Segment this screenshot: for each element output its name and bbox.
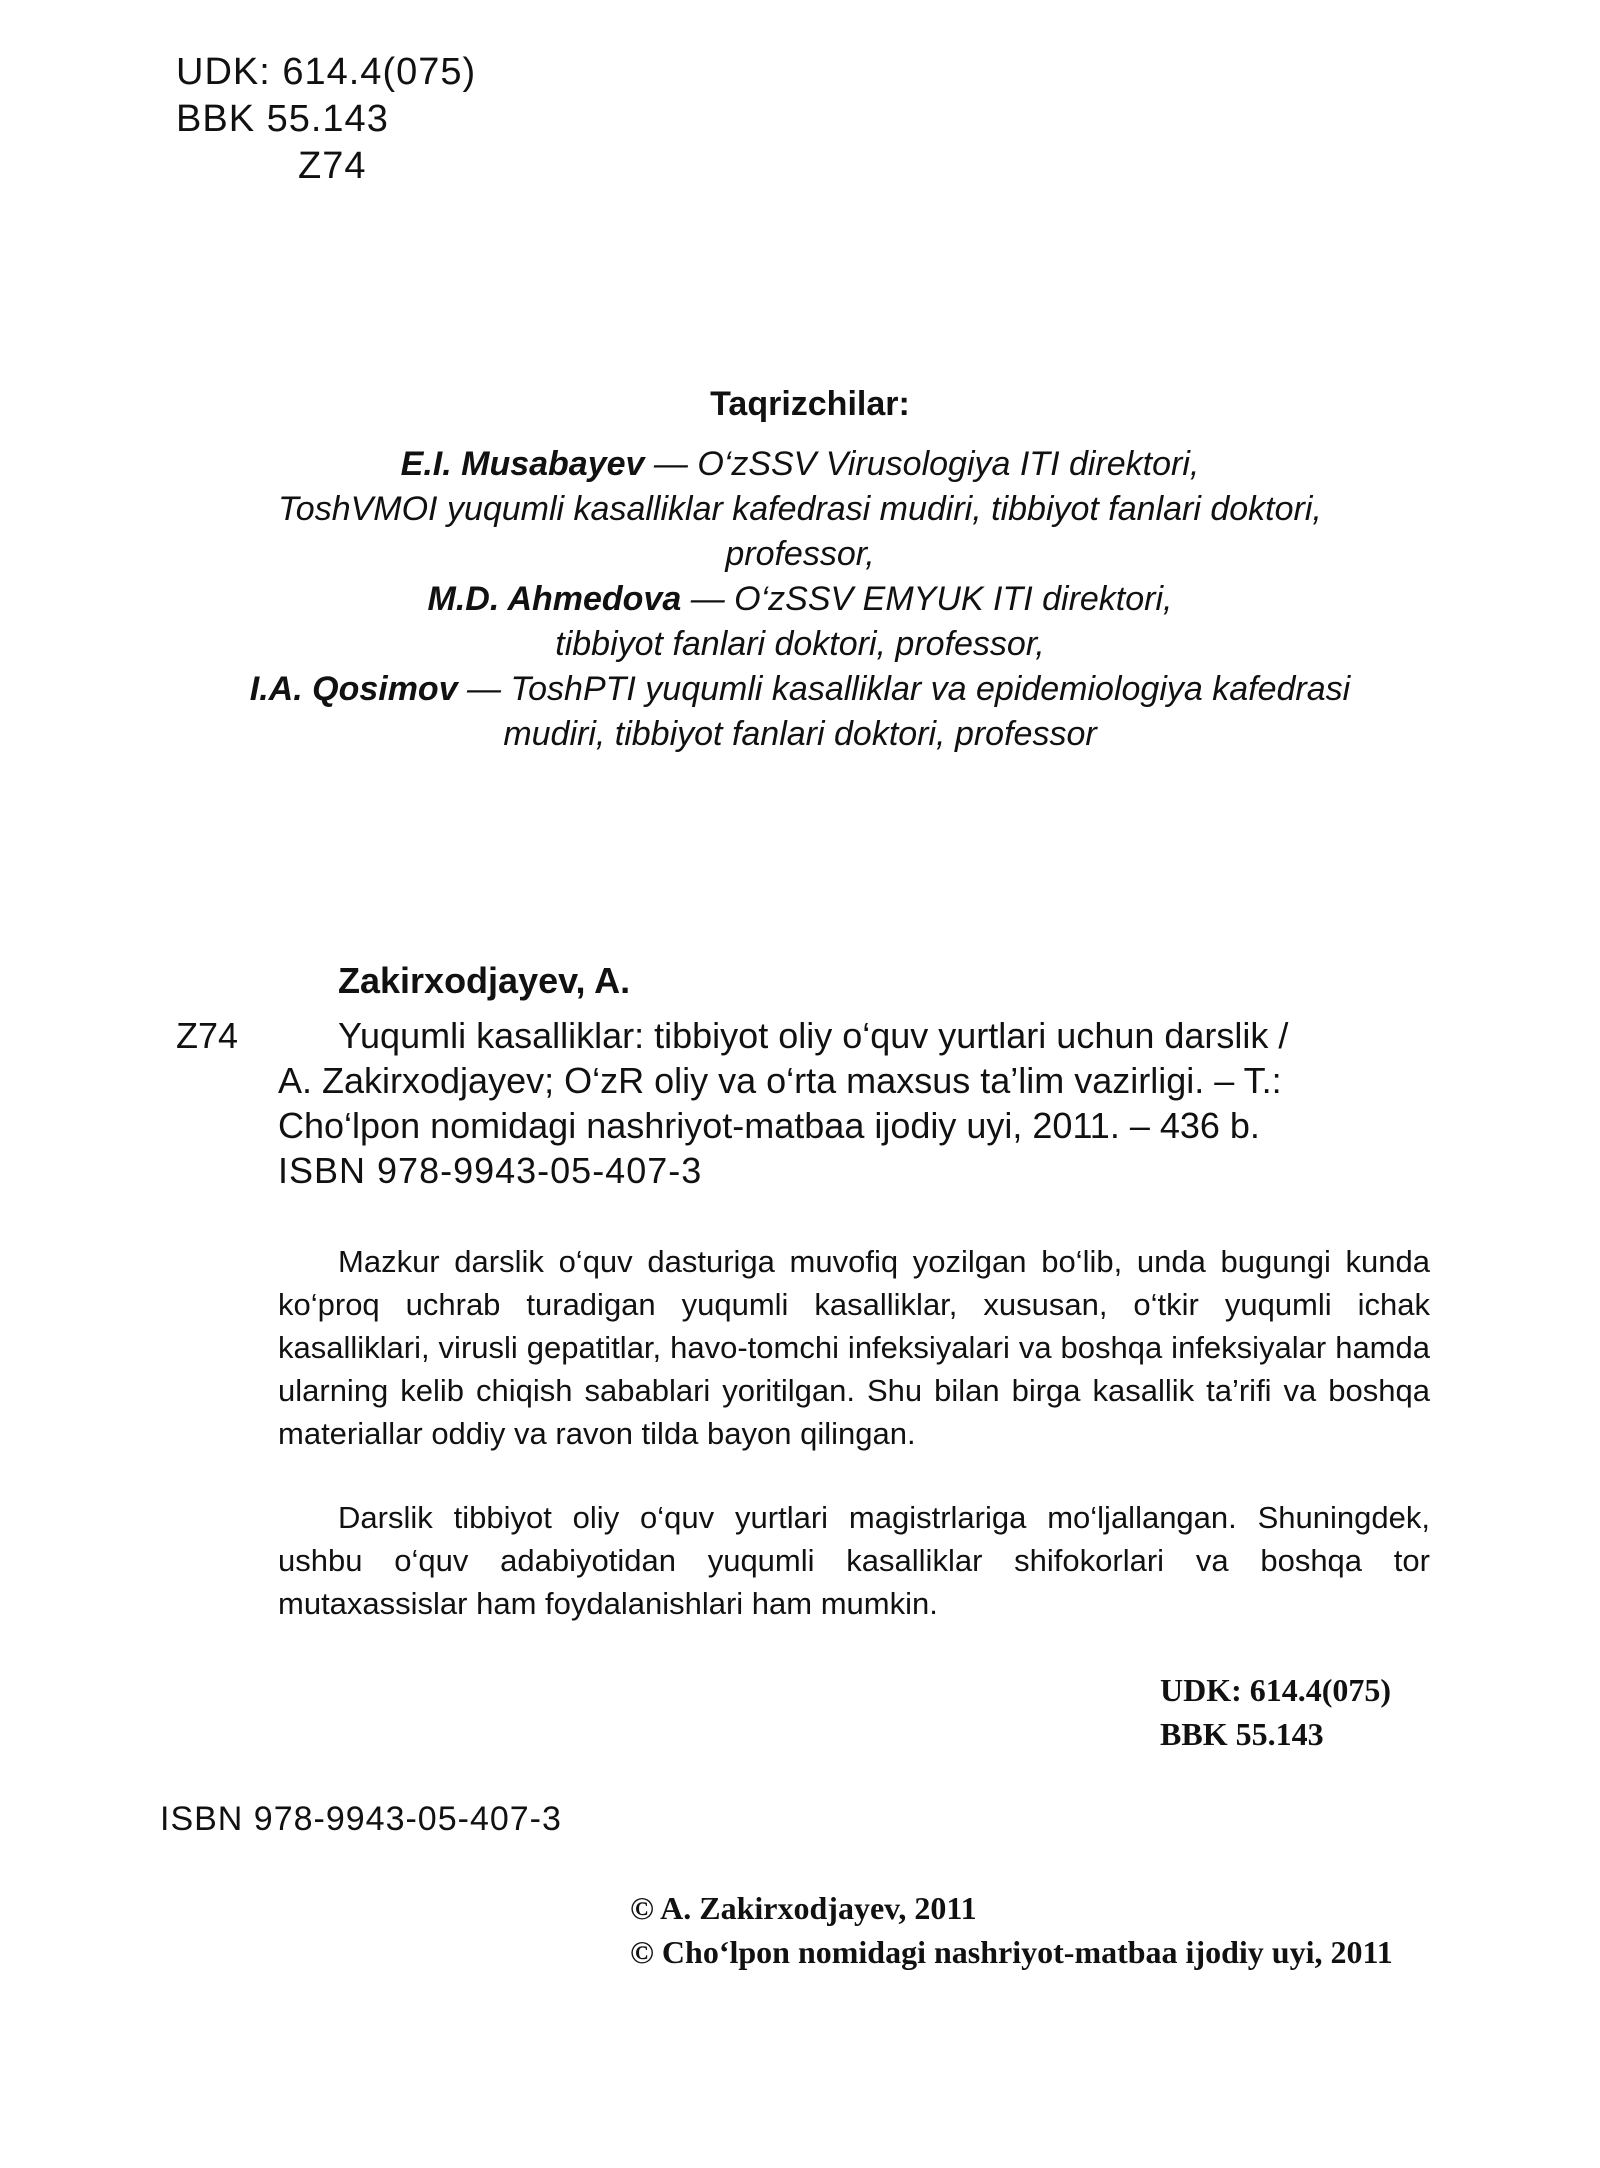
udk-code: UDK: 614.4(075) xyxy=(176,51,477,93)
reviewer-2-name: M.D. Ahmedova xyxy=(427,580,682,618)
annotation-paragraph-1: Mazkur darslik o‘quv dasturiga muvofiq yozilgan bo‘lib, unda bugungi kunda ko‘proq uchrab turadigan yuqumli kasalliklar, xususan, o‘tkir yuqumli ichak kasalliklari, virusli gepatitlar, havo-tomchi infeksiyalari va boshqa infeksiyalar hamda ularning kelib chiqish sabablari yoritilgan. Shu bilan birga kasallik ta’rifi va boshqa materiallar oddiy va ravon tilda bayon qilingan. xyxy=(278,1244,1430,1451)
reviewer-1-role: — O‘zSSV Virusologiya ITI direktori, xyxy=(644,445,1200,483)
reviewer-3-role: — ToshPTI yuqumli kasalliklar va epidemiologiya kafedrasi xyxy=(457,670,1351,708)
reviewer-1-name: E.I. Musabayev xyxy=(400,445,645,483)
copyright-author: © A. Zakirxodjayev, 2011 xyxy=(630,1890,977,1926)
reviewer-1-line2: ToshVMOI yuqumli kasalliklar kafedrasi mudiri, tibbiyot fanlari doktori, xyxy=(278,490,1322,528)
reviewer-2-line1 xyxy=(200,577,1400,622)
catalog-line-3: Cho‘lpon nomidagi nashriyot-matbaa ijodiy uyi, 2011. – 436 b. xyxy=(278,1105,1260,1146)
catalog-code: Z74 xyxy=(176,1015,239,1056)
catalog-line-1: Yuqumli kasalliklar: tibbiyot oliy o‘quv yurtlari uchun darslik / xyxy=(338,1015,1289,1056)
catalog-line-2: A. Zakirxodjayev; O‘zR oliy va o‘rta maxsus ta’lim vazirligi. – T.: xyxy=(278,1060,1282,1101)
reviewer-2-role: — O‘zSSV EMYUK ITI direktori, xyxy=(681,580,1173,618)
reviewer-3-line2: mudiri, tibbiyot fanlari doktori, professor xyxy=(503,715,1097,753)
isbn: ISBN 978-9943-05-407-3 xyxy=(160,1800,562,1838)
reviewer-3-name: I.A. Qosimov xyxy=(249,670,458,708)
bbk-code: BBK 55.143 xyxy=(176,98,389,140)
reviewer-1-line1 xyxy=(200,442,1400,487)
annotation-paragraph-2: Darslik tibbiyot oliy o‘quv yurtlari magistrlariga mo‘ljallangan. Shuningdek, ushbu o‘quv adabiyotidan yuqumli kasalliklar shifokorlari va boshqa tor mutaxassislar ham foydalanishlari ham mumkin. xyxy=(278,1500,1430,1621)
footer-bbk: BBK 55.143 xyxy=(1160,1716,1324,1752)
footer-udk: UDK: 614.4(075) xyxy=(1160,1672,1392,1708)
reviewer-1-line3: professor, xyxy=(725,535,875,573)
copyright-publisher: © Cho‘lpon nomidagi nashriyot-matbaa ijodiy uyi, 2011 xyxy=(630,1934,1393,1970)
author-code: Z74 xyxy=(298,145,367,187)
reviewer-3-line1 xyxy=(200,667,1400,712)
reviewers-heading: Taqrizchilar: xyxy=(710,385,910,423)
reviewer-2-line2: tibbiyot fanlari doktori, professor, xyxy=(555,625,1045,663)
catalog-isbn: ISBN 978-9943-05-407-3 xyxy=(278,1150,703,1191)
catalog-author: Zakirxodjayev, A. xyxy=(338,960,631,1001)
